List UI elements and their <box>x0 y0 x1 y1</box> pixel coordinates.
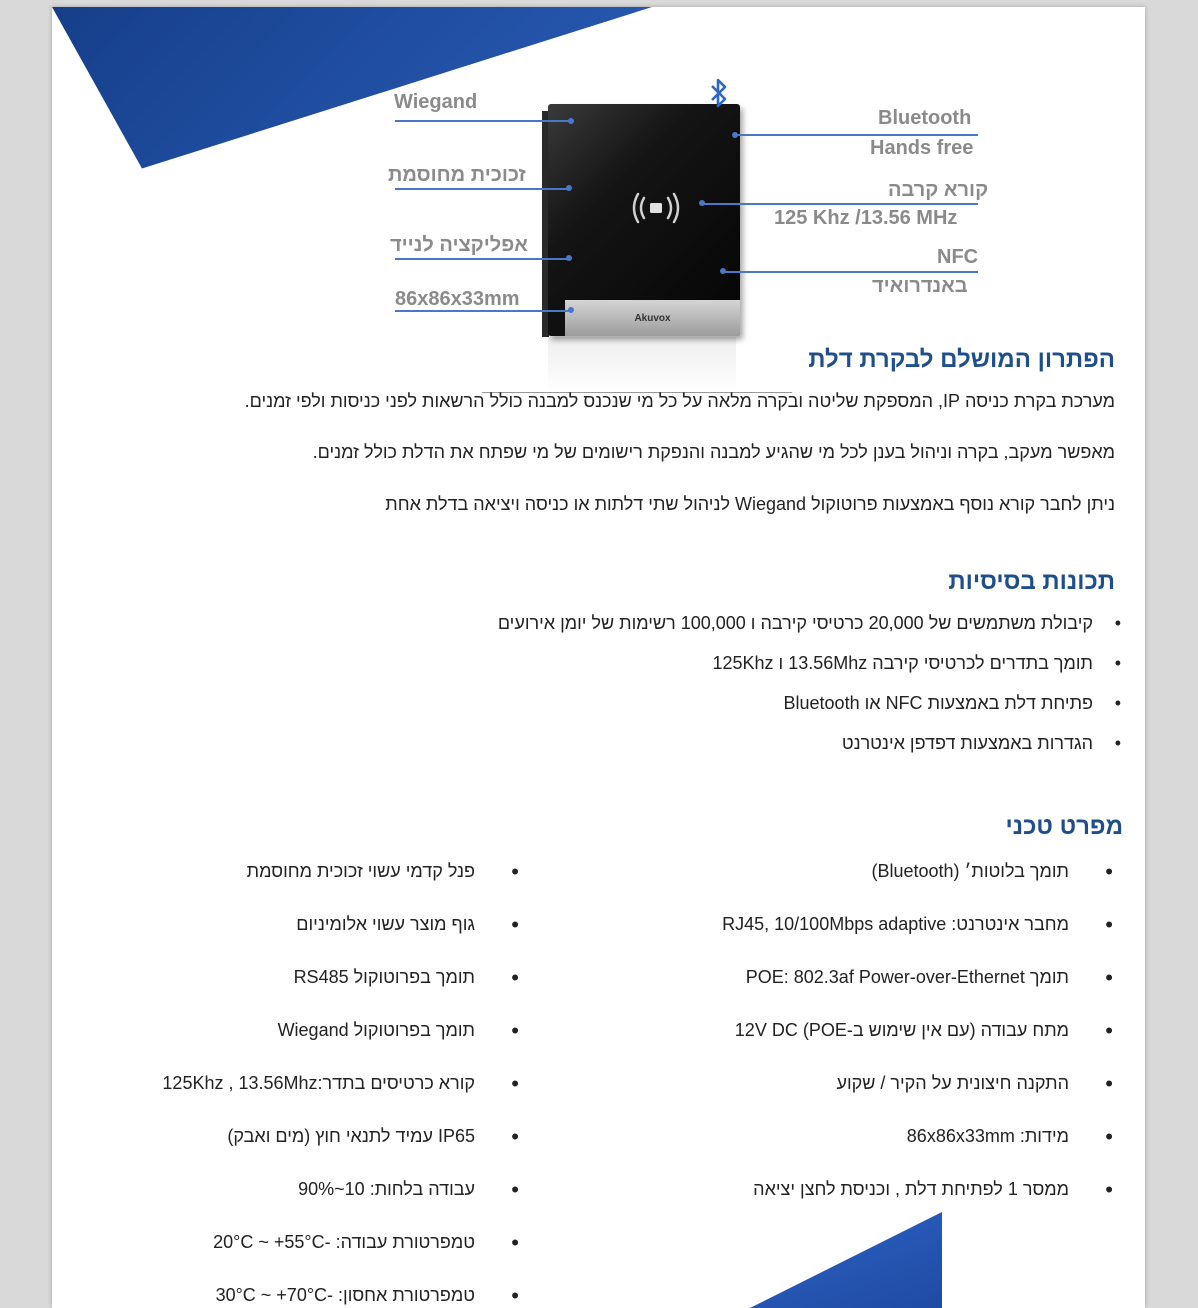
intro-paragraph-3: ניתן לחבר קורא נוסף באמצעות פרוטוקול Wiegand לניהול שתי דלתות או כניסה ויציאה בדלת אחת <box>385 494 1115 514</box>
list-item: • ממסר 1 לפתיחת דלת , וכניסת לחצן יציאה <box>722 1179 1069 1232</box>
label-nfc: NFC <box>937 246 979 268</box>
list-item: • תומך POE: 802.3af Power-over-Ethernet <box>722 967 1069 1020</box>
device-reflection <box>548 337 736 392</box>
label-bluetooth: Bluetooth <box>878 107 972 129</box>
document-page <box>52 7 1145 1308</box>
list-item: • תומך בפרוטוקול Wiegand <box>162 1020 475 1073</box>
list-item: • מחבר אינטרנט: RJ45, 10/100Mbps adaptive <box>722 914 1069 967</box>
list-item: • מידות: 86x86x33mm <box>722 1126 1069 1179</box>
pointer-line <box>395 120 570 122</box>
label-handsfree: Hands free <box>870 137 974 159</box>
pointer-dot <box>566 255 572 261</box>
list-item: • תומך בלוטות׳ (Bluetooth) <box>722 861 1069 914</box>
pointer-dot <box>568 307 574 313</box>
device-brand-strip <box>565 300 740 336</box>
pointer-dot <box>732 132 738 138</box>
specs-right-column <box>722 861 1069 1232</box>
features-heading: תכונות בסיסיות <box>948 568 1115 595</box>
label-size: 86x86x33mm <box>395 288 520 310</box>
brand-logo: Akuvox <box>634 313 671 324</box>
label-wiegand: Wiegand <box>394 91 478 113</box>
list-item: • התקנה חיצונית על הקיר / שקוע <box>722 1073 1069 1126</box>
pointer-line <box>702 203 978 205</box>
intro-heading: הפתרון המושלם לבקרת דלת <box>808 346 1115 373</box>
list-item: • קורא כרטיסים בתדר:125Khz , 13.56Mhz <box>162 1073 475 1126</box>
intro-paragraph-1: מערכת בקרת כניסה IP, המספקת שליטה ובקרה מלאה על כל מי שנכנס למבנה כולל הרשאות לפני כניסות ולפי זמנים. <box>244 391 1115 411</box>
specs-heading: מפרט טכני <box>1005 813 1123 840</box>
label-android: באנדרואיד <box>872 275 968 297</box>
pointer-line <box>735 134 978 136</box>
intro-paragraph-2: מאפשר מעקב, בקרה וניהול בענן לכל מי שהגיע למבנה והנפקת רישומים של מי שפתח את הדלת כולל זמנים. <box>312 442 1115 462</box>
pointer-dot <box>720 268 726 274</box>
pointer-line <box>723 271 978 273</box>
features-list <box>498 613 1093 773</box>
label-app: אפליקציה לנייד <box>390 234 528 256</box>
label-frequency: 125 Khz /13.56 MHz <box>774 207 958 229</box>
list-item: • טמפרטורת אחסון: -30°C ~ +70°C <box>162 1285 475 1308</box>
pointer-dot <box>568 118 574 124</box>
device-image <box>548 104 740 336</box>
list-item: • קיבולת משתמשים של 20,000 כרטיסי קירבה ו 100,000 רשימות של יומן אירועים <box>498 613 1093 653</box>
label-reader: קורא קרבה <box>888 179 989 201</box>
nfc-reader-icon <box>628 186 684 230</box>
pointer-dot <box>699 200 705 206</box>
pointer-line <box>395 310 570 312</box>
pointer-line <box>395 258 570 260</box>
list-item: • תומך בפרוטוקול RS485 <box>162 967 475 1020</box>
pointer-dot <box>566 185 572 191</box>
bluetooth-icon <box>709 77 729 109</box>
list-item: • טמפרטורת עבודה: -20°C ~ +55°C <box>162 1232 475 1285</box>
specs-left-column <box>162 861 475 1308</box>
list-item: • הגדרות באמצעות דפדפן אינטרנט <box>498 733 1093 773</box>
list-item: • עבודה בלחות: 10~90% <box>162 1179 475 1232</box>
list-item: • תומך בתדרים לכרטיסי קירבה 13.56Mhz ו 125Khz <box>498 653 1093 693</box>
list-item: • IP65 עמיד לתנאי חוץ (מים ואבק) <box>162 1126 475 1179</box>
pointer-line <box>395 188 570 190</box>
list-item: • פנל קדמי עשוי זכוכית מחוסמת <box>162 861 475 914</box>
label-glass: זכוכית מחוסמת <box>388 164 526 186</box>
list-item: • מתח עבודה (עם אין שימוש ב-POE) 12V DC <box>722 1020 1069 1073</box>
list-item: • פתיחת דלת באמצעות NFC או Bluetooth <box>498 693 1093 733</box>
list-item: • גוף מוצר עשוי אלומיניום <box>162 914 475 967</box>
